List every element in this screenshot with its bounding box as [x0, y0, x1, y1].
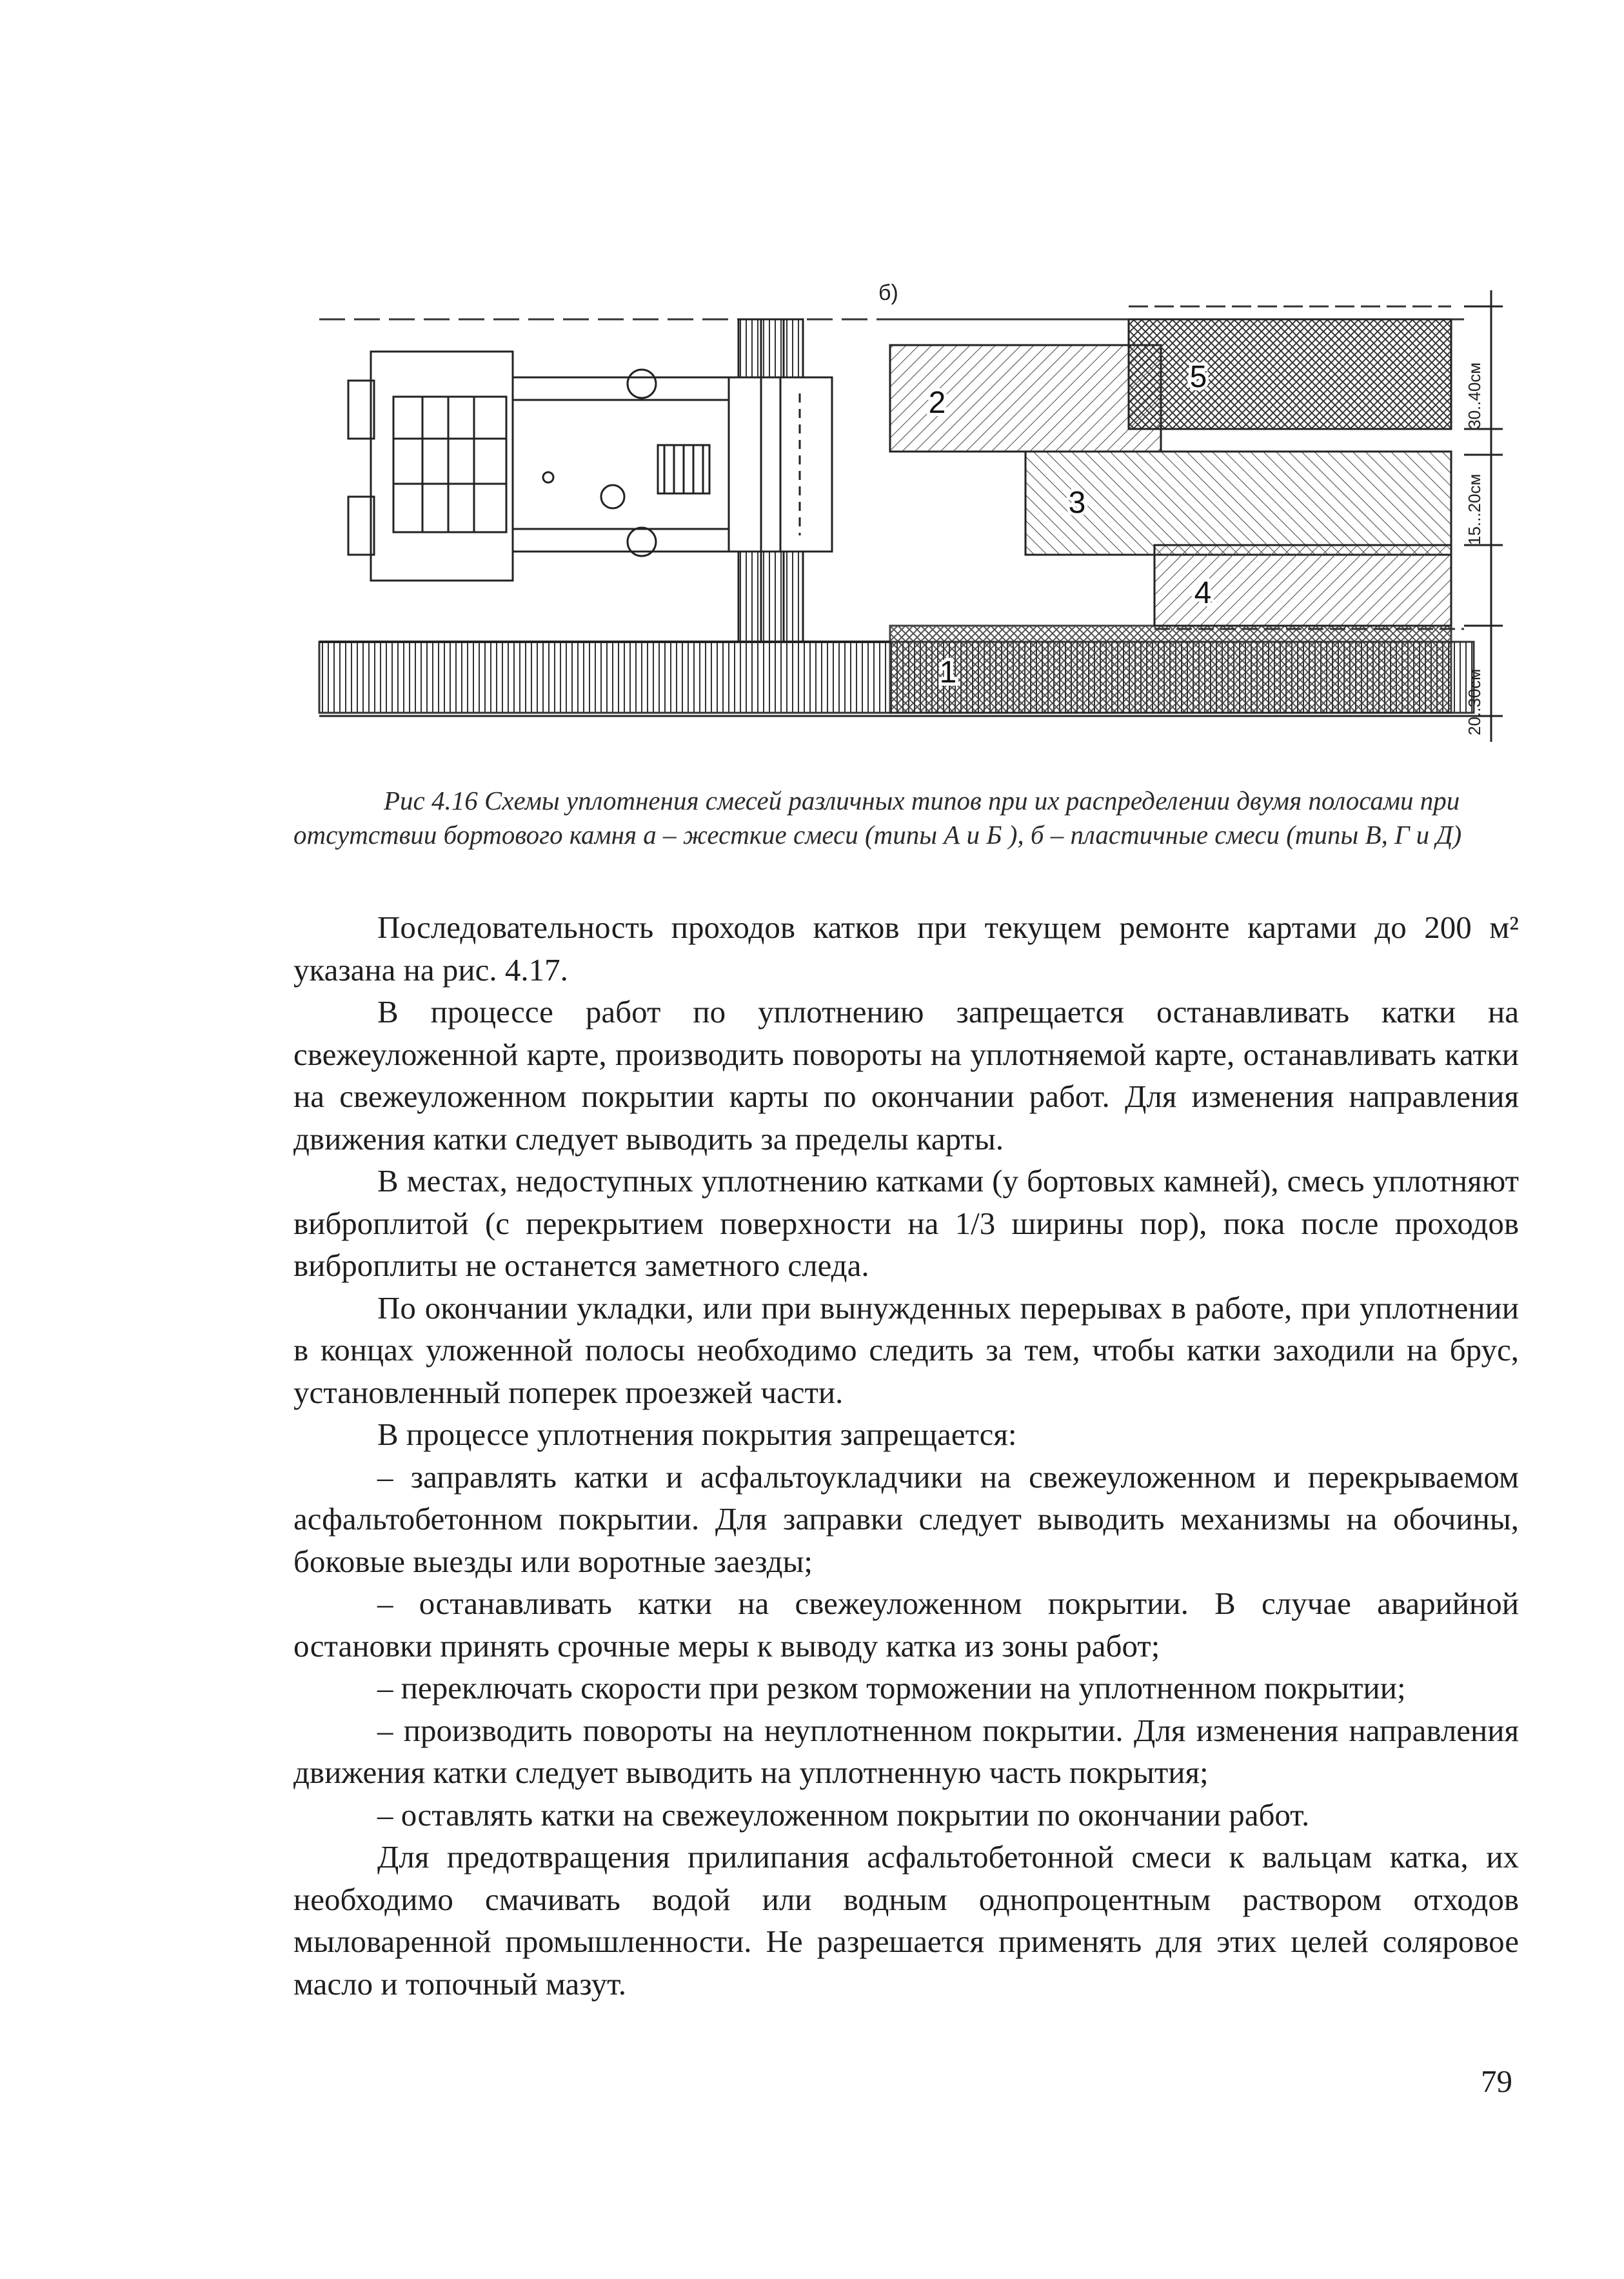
asphalt-paver-drawing	[348, 319, 832, 642]
list-item: – оставлять катки на свежеуложенном покрытии по окончании работ.	[377, 1796, 1310, 1833]
list-item: – заправлять катки и асфальтоукладчики на свежеуложенном и перекрываемом асфальтобетонном покрытии. Для заправки следует выводить механизмы на обочины, боковые выезды или воротные заезды;	[293, 1458, 1519, 1579]
body-text	[293, 906, 1519, 2005]
strip-3	[1025, 452, 1451, 555]
subfigure-label-b: б)	[878, 281, 898, 305]
list-item: – переключать скорости при резком торможении на уплотненном покрытии;	[377, 1670, 1406, 1706]
page-number: 79	[1481, 2064, 1512, 2099]
paragraph: В процессе работ по уплотнению запрещается останавливать катки на свежеуложенной карте, производить повороты на уплотняемой карте, останавливать катки на свежеуложенном покрытии карты по окончании работ. Для изменения направления движения катки следует выводить за пределы карты.	[293, 994, 1519, 1157]
zone-label-5: 5	[1189, 360, 1207, 394]
zone-label-3: 3	[1068, 486, 1086, 520]
paragraph: Последовательность проходов катков при текущем ремонте картами до 200 м² указана на рис. 4.17.	[293, 910, 1519, 988]
strip-1	[890, 626, 1451, 713]
compaction-scheme-figure	[310, 277, 1509, 755]
figure-caption: Рис 4.16 Схемы уплотнения смесей различных типов при их распределении двумя полосами при отсутствии бортового камня а – жесткие смеси (типы А и Б ), б – пластичные смеси (типы В, Г и Д)	[293, 786, 1462, 850]
paragraph: По окончании укладки, или при вынужденных перерывах в работе, при уплотнении в концах уложенной полосы необходимо следить за тем, чтобы катки заходили на брус, установленный поперек проезжей части.	[293, 1289, 1519, 1410]
paragraph: В местах, недоступных уплотнению катками (у бортовых камней), смесь уплотняют виброплитой (с перекрытием поверхности на 1/3 ширины пор), пока после проходов виброплиты не останется заметного следа.	[293, 1163, 1519, 1283]
dimension-label-middle: 15...20см	[1465, 473, 1484, 545]
strip-5	[1129, 319, 1451, 429]
list-item: – останавливать катки на свежеуложенном покрытии. В случае аварийной остановки принять срочные меры к выводу катка из зоны работ;	[293, 1586, 1519, 1664]
dimension-label-bottom: 20..30см	[1465, 668, 1484, 735]
zone-label-1: 1	[939, 655, 957, 690]
paragraph: В процессе уплотнения покрытия запрещается:	[377, 1417, 1017, 1452]
paragraph: Для предотвращения прилипания асфальтобетонной смеси к вальцам катка, их необходимо смачивать водой или водным однопроцентным раствором отходов мыловаренной промышленности. Не разрешается применять для этих целей соляровое масло и топочный мазут.	[293, 1839, 1519, 2002]
dimension-label-top: 30..40см	[1465, 362, 1484, 429]
zone-label-4: 4	[1194, 576, 1212, 610]
list-item: – производить повороты на неуплотненном покрытии. Для изменения направления движения катки следует выводить на уплотненную часть покрытия;	[293, 1712, 1519, 1790]
zone-label-2: 2	[928, 386, 946, 420]
